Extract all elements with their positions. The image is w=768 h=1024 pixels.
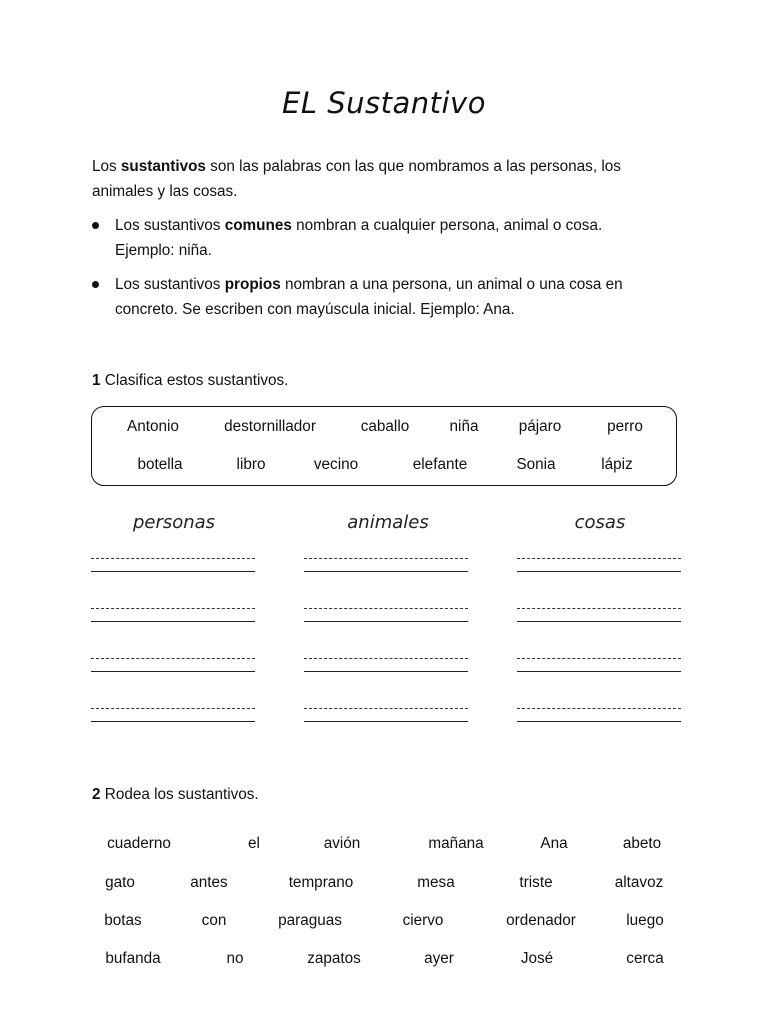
word-option[interactable]: ayer [424, 950, 454, 967]
bullet-text-start: Los sustantivos [115, 276, 225, 293]
word-bank-item: Sonia [516, 456, 556, 473]
word-option[interactable]: luego [626, 912, 664, 929]
word-option[interactable]: cerca [626, 950, 664, 967]
word-option[interactable]: José [520, 950, 554, 967]
exercise2-number: 2 [92, 786, 101, 803]
word-option[interactable]: no [226, 950, 244, 967]
word-option[interactable]: antes [190, 874, 228, 891]
word-option[interactable]: botas [104, 912, 142, 929]
bullet-text-end: nombran a cualquier persona, animal o cosa. Ejemplo: niña. [115, 217, 603, 259]
bullet-dot-icon [92, 222, 99, 229]
word-bank-item: niña [449, 418, 479, 435]
exercise2-instruction: Rodea los sustantivos. [104, 786, 259, 803]
exercise2-heading [92, 786, 259, 804]
word-option[interactable]: mesa [417, 874, 455, 891]
word-option[interactable]: el [248, 835, 260, 852]
word-option[interactable]: bufanda [105, 950, 161, 967]
word-option[interactable]: cuaderno [107, 835, 171, 852]
bullet-text-start: Los sustantivos [115, 217, 225, 234]
word-option[interactable]: temprano [288, 874, 354, 891]
word-bank-item: perro [607, 418, 643, 435]
word-bank-item: elefante [412, 456, 468, 473]
word-option[interactable]: ordenador [506, 912, 576, 929]
word-option[interactable]: avión [323, 835, 361, 852]
intro-bold-term: sustantivos [120, 158, 206, 175]
column-heading-cosas: cosas [574, 512, 626, 533]
exercise1-number: 1 [92, 372, 101, 389]
bullet-text [115, 213, 660, 263]
word-bank-item: caballo [360, 418, 410, 435]
bullet-text [115, 272, 660, 322]
word-option[interactable]: altavoz [614, 874, 664, 891]
bullet-bold-term: propios [224, 276, 281, 293]
bullet-text-end: nombran a una persona, un animal o una cosa en concreto. Se escriben con mayúscula inicial. Ejemplo: Ana. [115, 276, 623, 318]
column-heading-animales: animales [347, 512, 429, 533]
word-option[interactable]: ciervo [402, 912, 444, 929]
intro-text-start: Los [92, 158, 121, 175]
word-bank-item: lápiz [601, 456, 633, 473]
word-option[interactable]: gato [105, 874, 135, 891]
bullet-bold-term: comunes [224, 217, 292, 234]
word-bank-item: vecino [313, 456, 359, 473]
word-bank-item: destornillador [224, 418, 316, 435]
word-option[interactable]: paraguas [278, 912, 342, 929]
word-option[interactable]: Ana [540, 835, 568, 852]
word-bank-item: libro [236, 456, 266, 473]
word-bank-item: botella [137, 456, 183, 473]
exercise1-instruction: Clasifica estos sustantivos. [104, 372, 289, 389]
bullet-dot-icon [92, 281, 99, 288]
word-bank-item: Antonio [127, 418, 179, 435]
intro-text-end: son las palabras con las que nombramos a las personas, los animales y las cosas. [92, 158, 621, 200]
page-title: EL Sustantivo [282, 86, 486, 120]
exercise1-heading [92, 372, 288, 390]
word-option[interactable]: mañana [428, 835, 484, 852]
column-heading-personas: personas [132, 512, 216, 533]
word-bank-item: pájaro [518, 418, 562, 435]
word-option[interactable]: zapatos [307, 950, 361, 967]
word-option[interactable]: triste [519, 874, 553, 891]
word-option[interactable]: abeto [622, 835, 662, 852]
intro-paragraph [92, 154, 672, 204]
word-option[interactable]: con [201, 912, 227, 929]
